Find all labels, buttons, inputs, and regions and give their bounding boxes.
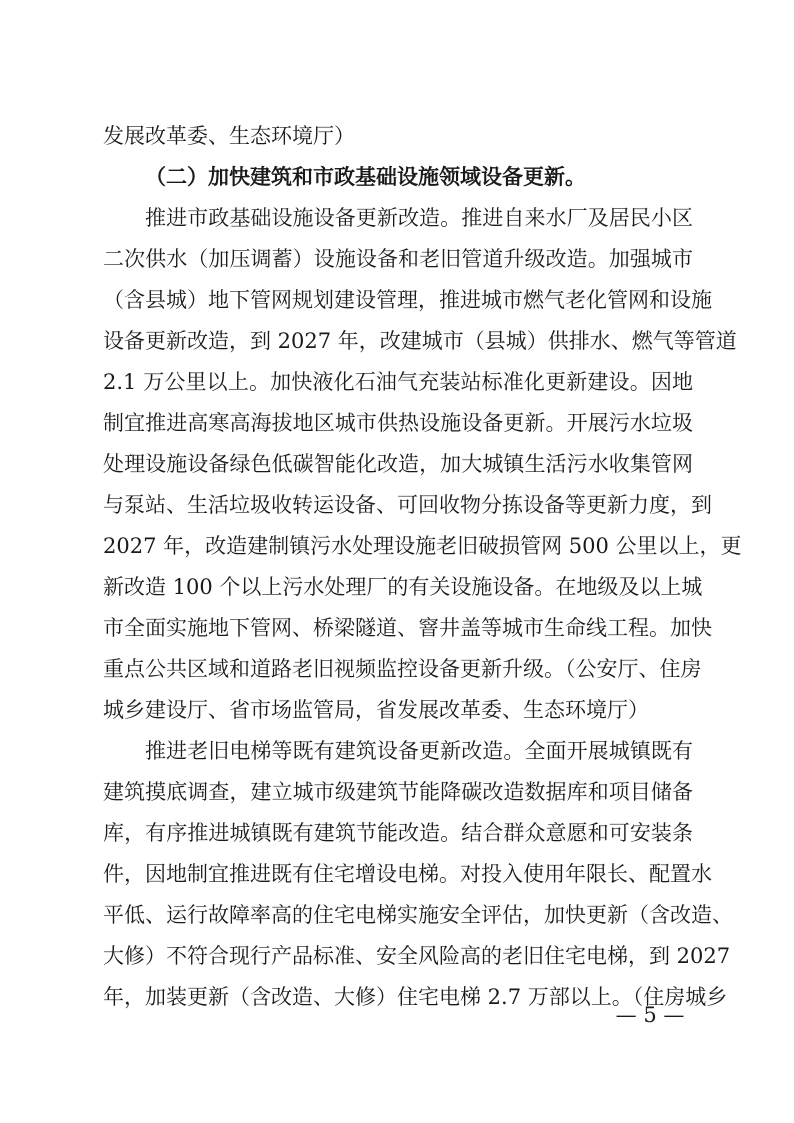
text-line-14: 重点公共区域和道路老旧视频监控设备更新升级。（公安厅、住房 bbox=[103, 657, 702, 681]
text-line-4: 二次供水（加压调蓄）设施设备和老旧管道升级改造。加强城市 bbox=[103, 247, 693, 271]
text-line-1: 发展改革委、生态环境厅） bbox=[103, 124, 355, 148]
text-line-11: 2027 年，改造建制镇污水处理设施老旧破损管网 500 公里以上，更 bbox=[103, 534, 742, 558]
text-line-7: 2.1 万公里以上。加快液化石油气充装站标准化更新建设。因地 bbox=[103, 370, 693, 394]
text-line-20: 平低、运行故障率高的住宅电梯实施安全评估，加快更新（含改造、 bbox=[103, 903, 733, 927]
text-line-12: 新改造 100 个以上污水处理厂的有关设施设备。在地级及以上城 bbox=[103, 575, 703, 599]
text-line-8: 制宜推进高寒高海拔地区城市供热设施设备更新。开展污水垃圾 bbox=[103, 411, 693, 435]
text-line-15: 城乡建设厅、省市场监管局，省发展改革委、生态环境厅） bbox=[103, 698, 649, 722]
text-line-3: 推进市政基础设施设备更新改造。推进自来水厂及居民小区 bbox=[145, 206, 693, 230]
section-heading: （二）加快建筑和市政基础设施领域设备更新。 bbox=[145, 164, 586, 189]
text-line-16: 推进老旧电梯等既有建筑设备更新改造。全面开展城镇既有 bbox=[145, 739, 693, 763]
text-line-13: 市全面实施地下管网、桥梁隧道、窨井盖等城市生命线工程。加快 bbox=[103, 616, 712, 640]
text-line-17: 建筑摸底调查，建立城市级建筑节能降碳改造数据库和项目储备 bbox=[103, 780, 693, 804]
text-line-22: 年，加装更新（含改造、大修）住宅电梯 2.7 万部以上。（住房城乡 bbox=[103, 985, 728, 1009]
text-line-5: （含县城）地下管网规划建设管理，推进城市燃气老化管网和设施 bbox=[103, 288, 712, 312]
text-line-9: 处理设施设备绿色低碳智能化改造，加大城镇生活污水收集管网 bbox=[103, 452, 693, 476]
text-line-19: 件，因地制宜推进既有住宅增设电梯。对投入使用年限长、配置水 bbox=[103, 862, 712, 886]
text-line-10: 与泵站、生活垃圾收转运设备、可回收物分拣设备等更新力度，到 bbox=[103, 493, 712, 517]
text-line-18: 库，有序推进城镇既有建筑节能改造。结合群众意愿和可安装条 bbox=[103, 821, 693, 845]
text-line-21: 大修）不符合现行产品标准、安全风险高的老旧住宅电梯，到 2027 bbox=[103, 944, 731, 968]
page-number: — 5 — bbox=[615, 1003, 685, 1027]
text-line-6: 设备更新改造，到 2027 年，改建城市（县城）供排水、燃气等管道 bbox=[103, 329, 737, 353]
